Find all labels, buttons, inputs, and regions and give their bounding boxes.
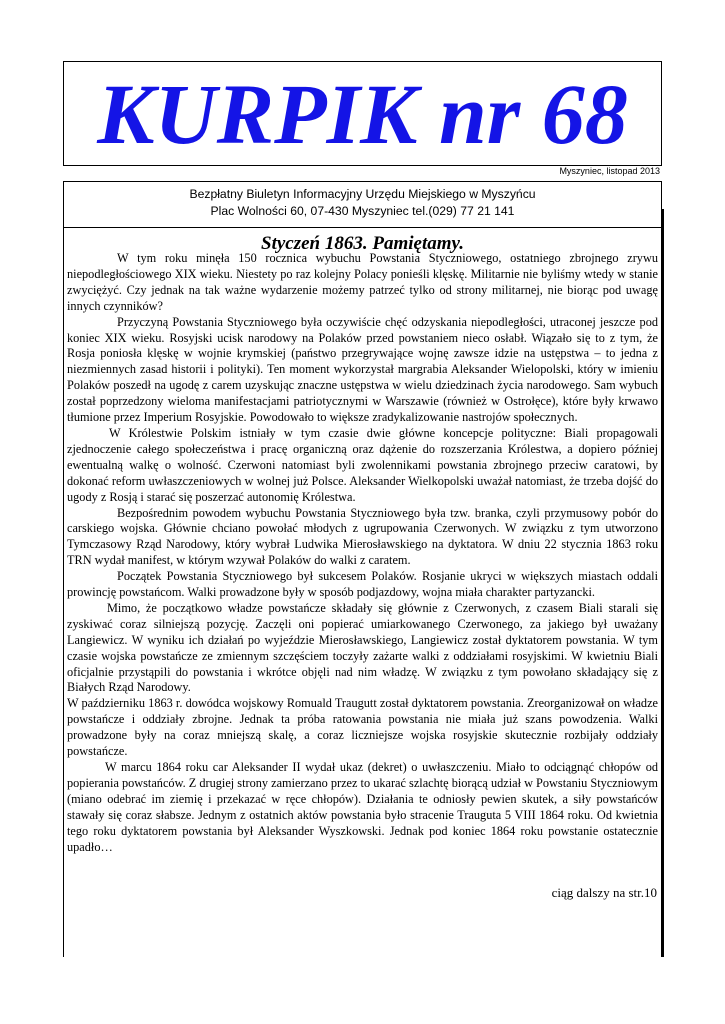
article-title: Styczeń 1863. Pamiętamy. [261, 233, 464, 254]
article-paragraph-5: Początek Powstania Styczniowego był sukcesem Polaków. Rosjanie ukryci w większych miastach oddali prowincję powstańcom. Walki prowadzone były w sposób podjazdowy, wojna miała charakter partyzancki. [67, 569, 658, 600]
article-paragraph-3: W Królestwie Polskim istniały w tym czasie dwie główne koncepcje polityczne: Biali propagowali zjednoczenie całego społeczeństwa i pracę organiczną oraz dążenie do rozszerzania Królestwa, a dopiero później ewentualną walkę o wolność. Czerwoni natomiast byli zwolennikami powstania zbrojnego przeciw caratowi, by dokonać reform uwłaszczeniowych w wolnej już Polsce. Aleksander Wielkopolski uważał natomiast, że trzeba dojść do ugody z Rosją i starać się poszerzać autonomię Królestwa. [67, 425, 658, 504]
article-paragraph-2: Przyczyną Powstania Styczniowego była oczywiście chęć odzyskania niepodległości, utraconej jeszcze pod koniec XIX wieku. Rosyjski ucisk narodowy na Polaków przed powstaniem nieco osłabł. Wiązało się to z tym, że Rosja poniosła klęskę w wojnie krymskiej (państwo przegrywające wojnę zawsze idzie na ustępstwa – to jedna z niezmiennych zasad historii i polityki). Ten moment wykorzystał margrabia Aleksander Wielopolski, który w imieniu Polaków poszedł na ugodę z carem uzyskując znaczne ustępstwa w wielu dziedzinach życia narodowego. Sam wybuch został poprzedzony wieloma manifestacjami patriotycznymi w Warszawie (również w Ostrołęce), które były krwawo tłumione przez Imperium Rosyjskie. Powodowało to większe zradykalizowanie nastrojów społecznych. [67, 314, 658, 425]
article-paragraph-1: W tym roku minęła 150 rocznica wybuchu Powstania Styczniowego, ostatniego zbrojnego zrywu niepodległościowego XIX wieku. Niestety po raz kolejny Polacy ponieśli klęskę. Militarnie nie byliśmy wtedy w stanie zwyciężyć. Czy jednak na tak ważne wydarzenie możemy patrzeć tylko od strony militarnej, nie biorąc pod uwagę innych czynników? [67, 251, 658, 313]
frame-shadow-line [662, 209, 664, 957]
masthead-title: KURPIK nr 68 [97, 66, 628, 162]
article-paragraph-4: Bezpośrednim powodem wybuchu Powstania Styczniowego była tzw. branka, czyli przymusowy pobór do carskiego wojska. Głównie chciano powołać młodych z ugrupowania Czerwonych. W związku z tym utworzono Tymczasowy Rząd Narodowy, który wybrał Ludwika Mierosławskiego na dyktatora. W dniu 22 stycznia 1863 roku TRN wydał manifest, w którym wzywał Polaków do walki z caratem. [67, 505, 658, 568]
article-body [67, 251, 658, 855]
bulletin-address: Plac Wolności 60, 07-430 Myszyniec tel.(029) 77 21 141 [210, 204, 515, 218]
article-paragraph-6: Mimo, że początkowo władze powstańcze składały się głównie z Czerwonych, z czasem Biali starali się zyskiwać coraz silniejszą pozycję. Zaczęli oni popierać umiarkowanego Czerwonego, za jakiego był uważany Langiewicz. W wyniku ich działań po wyjeździe Mierosławskiego, Langiewicz został dyktatorem powstania. W tym czasie wojska powstańcze ze zmiennym szczęściem toczyły zażarte walki z oddziałami rosyjskimi. W kwietniu Biali oficjalnie przystąpili do powstania i wkrótce objęli nad nim władzę. W związku z tym powołano składający się z Białych Rząd Narodowy. [67, 600, 658, 695]
bulletin-name: Bezpłatny Biuletyn Informacyjny Urzędu Miejskiego w Myszyńcu [189, 187, 536, 201]
bulletin-info [64, 186, 661, 220]
article-paragraph-8: W marcu 1864 roku car Aleksander II wydał ukaz (dekret) o uwłaszczeniu. Miało to odciągnąć chłopów od popierania powstańców. Z drugiej strony zamierzano przez to ukarać szlachtę biorącą udział w Powstaniu Styczniowym (miano odebrać im ziemię i przekazać w ręce chłopów). Działania te odniosły pewien skutek, a siły powstańców stawały się coraz słabsze. Jednym z ostatnich aktów powstania było stracenie Trauguta 5 VIII 1864 roku. Od kwietnia tego roku dyktatorem powstania był Aleksander Wyszkowski. Jednak pod koniec 1864 roku powstanie ostatecznie upadło… [67, 760, 658, 854]
header-divider [64, 227, 661, 228]
issue-dateline: Myszyniec, listopad 2013 [559, 166, 660, 176]
masthead-box [63, 61, 662, 166]
continued-note: ciąg dalszy na str.10 [551, 885, 657, 900]
article-paragraph-7: W październiku 1863 r. dowódca wojskowy Romuald Traugutt został dyktatorem powstania. Zreorganizował on władze powstańcze i oddziały zbrojne. Jednak ta próba ratowania powstania nie miała już szans powodzenia. Walki prowadzone były na coraz mniejszą skalę, a coraz liczniejsze wojska rosyjskie skutecznie rozbijały oddziały powstańcze. [67, 696, 658, 759]
